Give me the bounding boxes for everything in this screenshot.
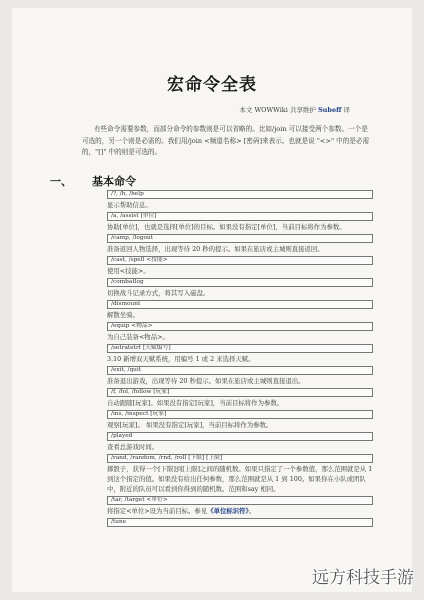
command-syntax: /combatlog bbox=[107, 278, 373, 287]
command-syntax: /dismount bbox=[107, 300, 373, 309]
command-description: 自动跟随[玩家]。如果没有指定[玩家]，当前目标将作为参数。 bbox=[107, 399, 284, 407]
byline bbox=[239, 105, 350, 114]
command-description bbox=[107, 506, 373, 516]
command-syntax: /?, /h, /help bbox=[107, 190, 373, 199]
command-entry bbox=[107, 256, 373, 276]
command-description: 观察[玩家]。 如果没有指定[玩家]，当前目标将作为参数。 bbox=[107, 421, 273, 429]
command-syntax: /ins, /inspect [玩家] bbox=[107, 410, 373, 419]
command-syntax: /a, /assist [单位] bbox=[107, 212, 373, 221]
command-entry bbox=[107, 410, 373, 430]
command-description: 解散坐骑。 bbox=[107, 311, 139, 319]
byline-author: Subeff bbox=[317, 106, 342, 114]
command-syntax: /tune bbox=[107, 518, 373, 527]
command-entry bbox=[107, 212, 373, 232]
command-entry bbox=[107, 234, 373, 254]
command-entry bbox=[107, 278, 373, 298]
command-entry bbox=[107, 190, 373, 210]
description-end: 。 bbox=[248, 507, 256, 515]
command-syntax: /exit, /quit bbox=[107, 366, 373, 375]
command-syntax: /rand, /random, /rnd, /roll [下限] [上限] bbox=[107, 454, 373, 463]
section-title: 基本命令 bbox=[92, 175, 136, 188]
command-entry bbox=[107, 518, 373, 527]
byline-prefix: 本文 WOWWiki 共享维护 bbox=[239, 106, 316, 114]
command-syntax: /played bbox=[107, 432, 373, 441]
command-syntax: /tar, /target <单位> bbox=[107, 496, 373, 505]
page-title: 宏命令全表 bbox=[167, 75, 257, 95]
command-syntax: /setratetrt [天赋编号] bbox=[107, 344, 373, 353]
command-syntax: /equip <物品> bbox=[107, 322, 373, 331]
command-entry bbox=[107, 454, 373, 494]
command-entry bbox=[107, 322, 373, 342]
command-description: 显示帮助信息。 bbox=[107, 201, 152, 209]
section-heading bbox=[50, 173, 136, 189]
command-description: 3.10 新增双天赋系统，用编号 1 或 2 来选择天赋。 bbox=[107, 355, 255, 363]
command-list bbox=[107, 190, 373, 527]
command-entry bbox=[107, 344, 373, 364]
command-description: 为自己装备<物品>。 bbox=[107, 333, 169, 341]
command-description: 协助[单位]，也就是选择[单位]的目标。如果没有指定[单位]，当前目标将作为参数。 bbox=[107, 223, 346, 231]
command-description: 使用<技能>。 bbox=[107, 267, 150, 275]
command-entry bbox=[107, 366, 373, 386]
command-entry bbox=[107, 388, 373, 408]
watermark: 远方科技手游 bbox=[312, 568, 414, 588]
command-description: 切换战斗记录方式，将其写入磁盘。 bbox=[107, 289, 210, 297]
command-syntax: /f, /fol, /follow [玩家] bbox=[107, 388, 373, 397]
command-description: 准备退出游戏，出现等待 20 秒提示。如果在旅店或主城则直接退出。 bbox=[107, 377, 305, 385]
command-description: 掷骰子，获得一个[下限]到[上限]之间的随机数。如果只指定了一个参数值，那么范围就是从 1 到这个指定的值。如果没有给出任何参数，那么范围就是从 1 到 100。如果你在小队或团队中，附近的队员可以看到你得到的随机数。范围和say 相同。 bbox=[107, 465, 373, 493]
byline-suffix: 译 bbox=[343, 106, 350, 114]
command-description: 准备返回人物选择，出现等待 20 秒的提示。如果在旅店或主城则直接返回。 bbox=[107, 245, 324, 253]
section-number: 一、 bbox=[50, 175, 72, 188]
document-page bbox=[12, 8, 412, 592]
command-syntax: /cast, /spell <技能> bbox=[107, 256, 373, 265]
command-entry bbox=[107, 432, 373, 452]
command-entry bbox=[107, 496, 373, 516]
intro-paragraph: 有些命令需要参数，而部分命令的参数则是可以省略的。比如/join 可以接受两个参数。一个是可选的，另一个则是必需的。我们用/join <频道名称> [密码]来表示。也就是说 "<>" 中的是必需的，"[]" 中的则是可选的。 bbox=[82, 125, 370, 156]
command-syntax: /camp, /logout bbox=[107, 234, 373, 243]
command-entry bbox=[107, 300, 373, 320]
description-text: 将指定<单位>设为当前目标。参见 bbox=[107, 507, 208, 515]
command-description: 查看总游戏时间。 bbox=[107, 443, 159, 451]
unit-identifier-link[interactable]: 《单位标识符》 bbox=[207, 507, 249, 515]
